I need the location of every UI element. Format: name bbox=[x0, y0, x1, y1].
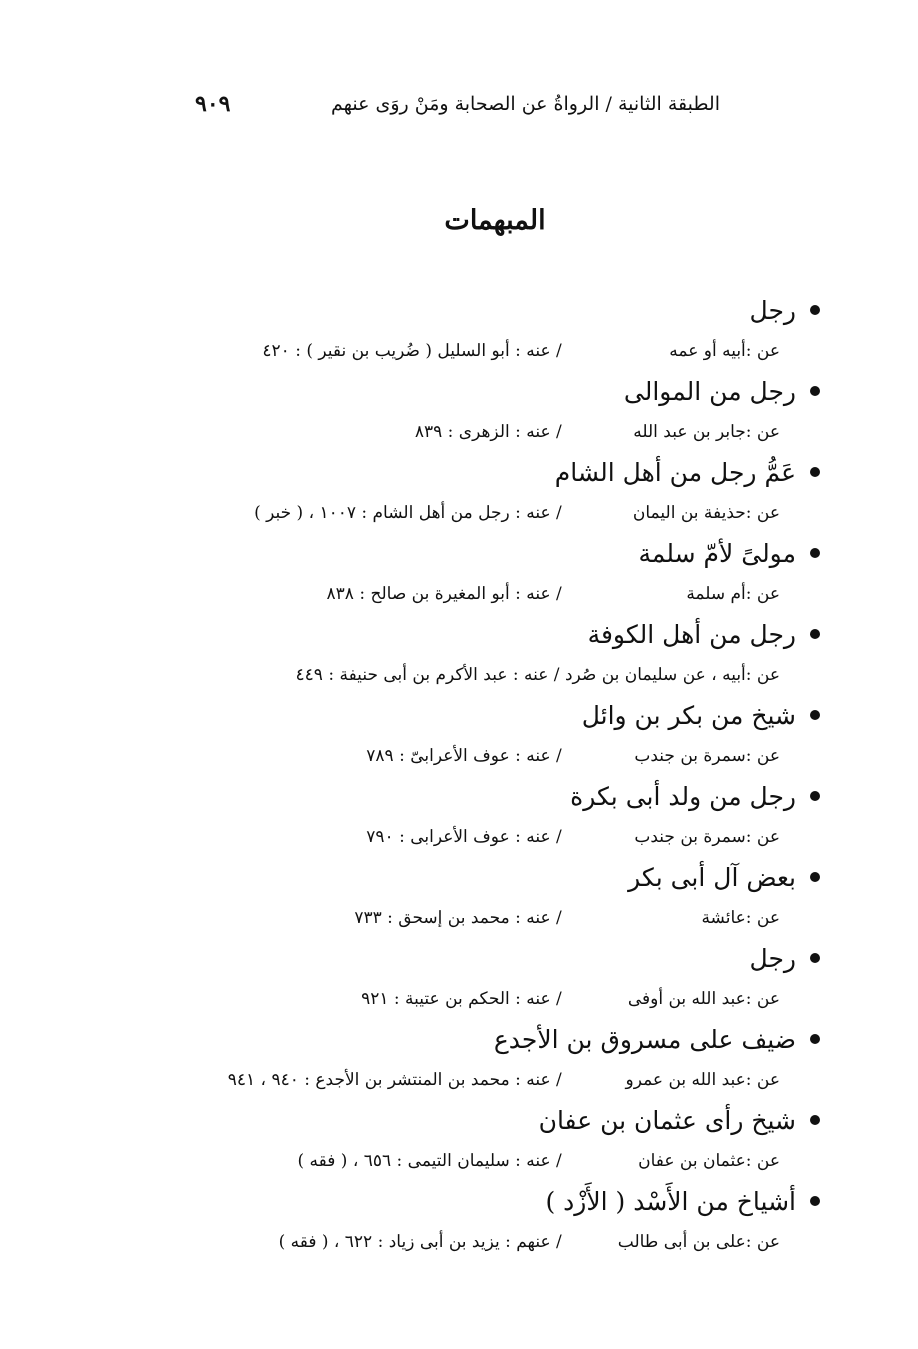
entry-transmission bbox=[120, 1140, 820, 1181]
entry-name: رجل bbox=[749, 295, 796, 325]
entry-from: عائشة bbox=[701, 907, 746, 928]
bullet-icon bbox=[810, 467, 820, 477]
entry-from: عثمان بن عفان bbox=[638, 1150, 746, 1171]
running-title: الطبقة الثانية / الرواةُ عن الصحابة ومَنْ روَى عنهم bbox=[330, 93, 720, 115]
list-item bbox=[120, 290, 820, 371]
entry-name: شيخ من بكر بن وائل bbox=[581, 700, 796, 730]
bullet-icon bbox=[810, 710, 820, 720]
entry-to: / عنه : عوف الأعرابىّ : ٧٨٩ bbox=[366, 745, 562, 766]
entry-from: جابر بن عبد الله bbox=[633, 421, 746, 442]
entry-to: / عنه : محمد بن المنتشر بن الأجدع : ٩٤٠ ، ٩٤١ bbox=[227, 1069, 562, 1090]
from-label: عن : bbox=[745, 1231, 780, 1252]
from-label: عن : bbox=[745, 583, 780, 604]
entry-name: رجل من الموالى bbox=[623, 376, 796, 406]
entry-heading bbox=[120, 1100, 820, 1140]
entry-heading bbox=[120, 695, 820, 735]
entry-transmission bbox=[120, 573, 820, 614]
entry-to: / عنه : سليمان التيمى : ٦٥٦ ، ( فقه ) bbox=[297, 1150, 562, 1171]
entry-transmission bbox=[120, 735, 820, 776]
entry-to: / عنه : محمد بن إسحق : ٧٣٣ bbox=[354, 907, 562, 928]
entry-from: سمرة بن جندب bbox=[634, 826, 746, 847]
entry-transmission bbox=[120, 492, 820, 533]
from-label: عن : bbox=[745, 421, 780, 442]
entry-transmission bbox=[120, 1059, 820, 1100]
entry-transmission bbox=[120, 978, 820, 1019]
entry-to: / عنهم : يزيد بن أبى زياد : ٦٢٢ ، ( فقه ) bbox=[278, 1231, 562, 1252]
entry-transmission bbox=[120, 411, 820, 452]
entry-to: / عنه : أبو السليل ( ضُريب بن نقير ) : ٤٢٠ bbox=[262, 340, 562, 361]
entry-heading bbox=[120, 857, 820, 897]
entry-heading bbox=[120, 938, 820, 978]
bullet-icon bbox=[810, 548, 820, 558]
bullet-icon bbox=[810, 1034, 820, 1044]
entry-from: حذيفة بن اليمان bbox=[632, 502, 746, 523]
from-label: عن : bbox=[745, 664, 780, 685]
entry-to: / عنه : الحكم بن عتيبة : ٩٢١ bbox=[361, 988, 562, 1009]
entry-name: ضيف على مسروق بن الأجدع bbox=[493, 1024, 796, 1054]
entry-heading bbox=[120, 614, 820, 654]
entry-name: رجل من أهل الكوفة bbox=[587, 619, 796, 649]
bullet-icon bbox=[810, 953, 820, 963]
list-item bbox=[120, 695, 820, 776]
entry-heading bbox=[120, 371, 820, 411]
list-item bbox=[120, 371, 820, 452]
entry-transmission bbox=[120, 897, 820, 938]
list-item bbox=[120, 1181, 820, 1262]
bullet-icon bbox=[810, 305, 820, 315]
entry-heading bbox=[120, 1181, 820, 1221]
entry-to: / عنه : رجل من أهل الشام : ١٠٠٧ ، ( خبر ) bbox=[254, 502, 562, 523]
entry-name: عَمُّ رجل من أهل الشام bbox=[554, 457, 796, 487]
from-label: عن : bbox=[745, 907, 780, 928]
entry-heading bbox=[120, 533, 820, 573]
list-item bbox=[120, 1019, 820, 1100]
list-item bbox=[120, 857, 820, 938]
entry-to: / عنه : الزهرى : ٨٣٩ bbox=[414, 421, 562, 442]
entry-transmission bbox=[120, 330, 820, 371]
entry-transmission bbox=[120, 816, 820, 857]
section-title: المبهمات bbox=[444, 205, 546, 236]
list-item bbox=[120, 452, 820, 533]
entry-to: / عنه : عوف الأعرابى : ٧٩٠ bbox=[366, 826, 562, 847]
entry-name: بعض آل أبى بكر bbox=[628, 862, 796, 892]
entries-list bbox=[120, 290, 820, 1262]
from-label: عن : bbox=[745, 340, 780, 361]
from-label: عن : bbox=[745, 502, 780, 523]
list-item bbox=[120, 1100, 820, 1181]
entry-from: أبيه أو عمه bbox=[669, 340, 746, 361]
entry-from: عبد الله بن عمرو bbox=[625, 1069, 746, 1090]
bullet-icon bbox=[810, 791, 820, 801]
entry-to: / عنه : أبو المغيرة بن صالح : ٨٣٨ bbox=[326, 583, 562, 604]
bullet-icon bbox=[810, 386, 820, 396]
entry-from: أبيه ، عن سليمان بن صُرد / عنه : عبد الأكرم بن أبى حنيفة : ٤٤٩ bbox=[295, 664, 746, 685]
from-label: عن : bbox=[745, 988, 780, 1009]
from-label: عن : bbox=[745, 1069, 780, 1090]
entry-heading bbox=[120, 290, 820, 330]
bullet-icon bbox=[810, 1196, 820, 1206]
page-number: ٩٠٩ bbox=[195, 91, 231, 117]
entry-from: عبد الله بن أوفى bbox=[627, 988, 746, 1009]
entry-name: رجل من ولد أبى بكرة bbox=[570, 781, 796, 811]
entry-name: أشياخ من الأَسْد ( الأَزْد ) bbox=[545, 1186, 796, 1216]
entry-transmission bbox=[120, 654, 820, 695]
from-label: عن : bbox=[745, 1150, 780, 1171]
list-item bbox=[120, 533, 820, 614]
list-item bbox=[120, 938, 820, 1019]
bullet-icon bbox=[810, 629, 820, 639]
bullet-icon bbox=[810, 1115, 820, 1125]
entry-name: مولىً لأمّ سلمة bbox=[638, 538, 796, 568]
running-head bbox=[195, 88, 720, 120]
list-item bbox=[120, 776, 820, 857]
entry-from: أم سلمة bbox=[686, 583, 746, 604]
entry-heading bbox=[120, 1019, 820, 1059]
from-label: عن : bbox=[745, 826, 780, 847]
entry-heading bbox=[120, 452, 820, 492]
from-label: عن : bbox=[745, 745, 780, 766]
entry-from: على بن أبى طالب bbox=[617, 1231, 746, 1252]
bullet-icon bbox=[810, 872, 820, 882]
entry-transmission bbox=[120, 1221, 820, 1262]
entry-from: سمرة بن جندب bbox=[634, 745, 746, 766]
list-item bbox=[120, 614, 820, 695]
entry-name: رجل bbox=[749, 943, 796, 973]
entry-name: شيخ رأى عثمان بن عفان bbox=[538, 1105, 796, 1135]
entry-heading bbox=[120, 776, 820, 816]
